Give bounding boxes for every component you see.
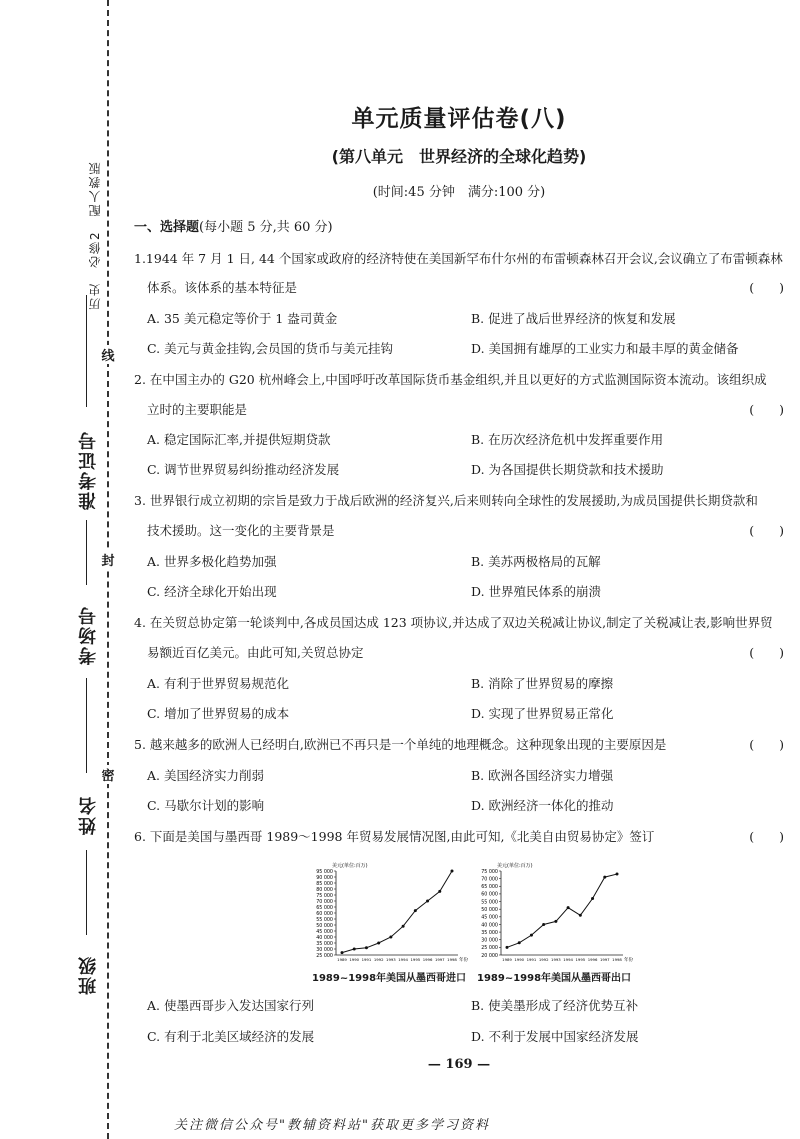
page-title: 单元质量评估卷(八)	[351, 106, 567, 132]
field-room: 考场号	[78, 605, 99, 665]
export-ytick-label: 55 000	[481, 900, 498, 906]
q4-option-b[interactable]: B. 消除了世界贸易的摩擦	[471, 676, 614, 691]
q2-option-c[interactable]: C. 调节世界贸易纠纷推动经济发展	[147, 462, 340, 477]
export-ytick-label: 70 000	[481, 877, 498, 883]
q6-option-d[interactable]: D. 不利于发展中国家经济发展	[471, 1029, 639, 1044]
export-data-point	[579, 914, 582, 917]
import-ytick-label: 50 000	[316, 923, 333, 929]
section-note: (每小题 5 分,共 60 分)	[199, 220, 333, 235]
q3-option-c[interactable]: C. 经济全球化开始出现	[147, 584, 277, 599]
answer-bracket-2[interactable]: ( )	[749, 402, 784, 417]
import-xtick-label: 1994	[398, 957, 408, 962]
import-xlabel: 年份	[459, 958, 468, 963]
export-ytick-label: 65 000	[481, 885, 498, 891]
import-ytick-label: 90 000	[316, 875, 333, 881]
q5-option-c[interactable]: C. 马歇尔计划的影响	[147, 798, 265, 813]
import-data-point	[426, 900, 429, 903]
import-data-point	[341, 951, 344, 954]
seal-seal: 封	[100, 550, 116, 569]
import-xtick-label: 1995	[410, 957, 421, 962]
q4-option-c[interactable]: C. 增加了世界贸易的成本	[147, 706, 290, 721]
export-ytick-label: 40 000	[481, 923, 498, 929]
import-xtick-label: 1993	[386, 957, 396, 962]
export-data-point	[616, 873, 619, 876]
export-ylabel: 美元(单位:百万)	[497, 863, 533, 869]
q2-option-a[interactable]: A. 稳定国际汇率,并提供短期贷款	[147, 432, 331, 447]
q5-option-d[interactable]: D. 欧洲经济一体化的推动	[471, 798, 614, 813]
import-ytick-label: 65 000	[316, 905, 333, 911]
page-subtitle: (第八单元 世界经济的全球化趋势)	[331, 147, 587, 166]
import-data-point	[365, 946, 368, 949]
q5-option-a[interactable]: A. 美国经济实力削弱	[147, 768, 264, 783]
import-ylabel: 美元(单位:百万)	[332, 863, 368, 869]
import-ytick-label: 55 000	[316, 917, 333, 923]
subject-label: 历史 必修2 配人教版	[88, 160, 102, 310]
export-data-point	[567, 906, 570, 909]
q1-option-b[interactable]: B. 促进了战后世界经济的恢复和发展	[471, 311, 676, 326]
import-chart	[306, 857, 471, 972]
export-ytick-label: 75 000	[481, 869, 498, 875]
export-data-point	[518, 941, 521, 944]
export-xtick-label: 1990	[514, 957, 525, 962]
answer-bracket-3[interactable]: ( )	[749, 523, 784, 538]
import-data-point	[438, 890, 441, 893]
import-data-point	[389, 936, 392, 939]
export-xtick-label: 1995	[575, 957, 586, 962]
export-xtick-label: 1989	[502, 957, 512, 962]
import-xtick-label: 1997	[434, 957, 445, 962]
import-ytick-label: 70 000	[316, 899, 333, 905]
q3-option-b[interactable]: B. 美苏两极格局的瓦解	[471, 554, 601, 569]
import-data-point	[451, 870, 454, 873]
q1-option-d[interactable]: D. 美国拥有雄厚的工业实力和最丰厚的黄金储备	[471, 341, 739, 356]
question-2-line-1: 2. 在中国主办的 G20 杭州峰会上,中国呼吁改革国际货币基金组织,并且以更好的方式监测国际资本流动。该组织成	[134, 372, 767, 387]
section-heading	[134, 216, 333, 235]
export-xlabel: 年份	[624, 958, 633, 963]
import-ytick-label: 35 000	[316, 941, 333, 947]
import-ytick-label: 40 000	[316, 935, 333, 941]
q4-option-a[interactable]: A. 有利于世界贸易规范化	[147, 676, 289, 691]
export-ytick-label: 60 000	[481, 892, 498, 898]
q2-option-d[interactable]: D. 为各国提供长期贷款和技术援助	[471, 462, 664, 477]
q4-option-d[interactable]: D. 实现了世界贸易正常化	[471, 706, 614, 721]
question-2-line-2: 立时的主要职能是	[147, 402, 248, 417]
section-title: 一、选择题	[134, 220, 200, 235]
export-ytick-label: 20 000	[481, 953, 498, 959]
import-ytick-label: 45 000	[316, 929, 333, 935]
question-3-line-1: 3. 世界银行成立初期的宗旨是致力于战后欧洲的经济复兴,后来则转向全球性的发展援助,为成员国提供长期贷款和	[134, 493, 758, 508]
import-ytick-label: 75 000	[316, 893, 333, 899]
export-xtick-label: 1998	[612, 957, 622, 962]
export-xtick-label: 1994	[563, 957, 573, 962]
export-chart-caption: 1989~1998年美国从墨西哥出口	[477, 973, 632, 984]
export-ytick-label: 50 000	[481, 907, 498, 913]
import-chart-caption: 1989~1998年美国从墨西哥进口	[312, 973, 467, 984]
question-6-line-1: 6. 下面是美国与墨西哥 1989～1998 年贸易发展情况图,由此可知,《北美自由贸易协定》签订	[134, 829, 655, 844]
export-data-point	[591, 897, 594, 900]
q6-option-a[interactable]: A. 使墨西哥步入发达国家行列	[147, 998, 314, 1013]
import-xtick-label: 1989	[337, 957, 347, 962]
import-xtick-label: 1991	[361, 957, 372, 962]
question-4-line-2: 易额近百亿美元。由此可知,关贸总协定	[147, 645, 364, 660]
seal-line: 线	[100, 345, 116, 364]
q3-option-a[interactable]: A. 世界多极化趋势加强	[147, 554, 277, 569]
import-ytick-label: 95 000	[316, 869, 333, 875]
field-class: 班级	[78, 955, 99, 995]
import-xtick-label: 1996	[422, 957, 433, 962]
export-ytick-label: 35 000	[481, 930, 498, 936]
export-xtick-label: 1997	[599, 957, 610, 962]
import-data-point	[353, 948, 356, 951]
export-ytick-label: 25 000	[481, 946, 498, 952]
import-xtick-label: 1990	[349, 957, 360, 962]
q6-option-b[interactable]: B. 使美墨形成了经济优势互补	[471, 998, 639, 1013]
field-name-line	[86, 678, 87, 773]
export-data-point	[506, 946, 509, 949]
import-ytick-label: 30 000	[316, 947, 333, 953]
export-xtick-label: 1996	[587, 957, 598, 962]
q1-option-a[interactable]: A. 35 美元稳定等价于 1 盎司黄金	[147, 311, 338, 326]
question-1-line-1: 1.1944 年 7 月 1 日, 44 个国家或政府的经济特使在美国新罕布什尔州的布雷顿森林召开会议,会议确立了布雷顿森林	[134, 251, 783, 266]
field-room-line	[86, 520, 87, 585]
q1-option-c[interactable]: C. 美元与黄金挂钩,会员国的货币与美元挂钩	[147, 341, 394, 356]
answer-bracket-4[interactable]: ( )	[749, 645, 784, 660]
export-data-point	[530, 934, 533, 937]
binding-margin	[0, 0, 120, 1139]
export-xtick-label: 1991	[526, 957, 537, 962]
import-data-point	[414, 909, 417, 912]
seal-secret: 密	[100, 765, 116, 784]
question-5-line-1: 5. 越来越多的欧洲人已经明白,欧洲已不再只是一个单纯的地理概念。这种现象出现的主要原因是	[134, 737, 667, 752]
answer-bracket-6[interactable]: ( )	[749, 829, 784, 844]
export-xtick-label: 1993	[551, 957, 561, 962]
field-exam-id: 准考证号	[78, 430, 99, 510]
export-chart	[471, 857, 636, 972]
field-class-line	[86, 850, 87, 935]
q6-option-c[interactable]: C. 有利于北美区域经济的发展	[147, 1029, 315, 1044]
question-4-line-1: 4. 在关贸总协定第一轮谈判中,各成员国达成 123 项协议,并达成了双边关税减让协议,制定了关税减让表,影响世界贸	[134, 615, 773, 630]
import-xtick-label: 1992	[373, 957, 384, 962]
field-exam-id-line	[86, 295, 87, 407]
answer-bracket-5[interactable]: ( )	[749, 737, 784, 752]
question-3-line-2: 技术援助。这一变化的主要背景是	[147, 523, 335, 538]
page-number: — 169 —	[427, 1057, 491, 1072]
answer-bracket-1[interactable]: ( )	[749, 280, 784, 295]
export-data-point	[542, 923, 545, 926]
export-data-point	[603, 876, 606, 879]
question-1-line-2: 体系。该体系的基本特征是	[147, 280, 298, 295]
export-data-point	[554, 920, 557, 923]
export-ytick-label: 30 000	[481, 938, 498, 944]
import-data-point	[402, 925, 405, 928]
import-data-point	[377, 942, 380, 945]
export-series-line	[507, 874, 617, 947]
field-name: 姓名	[78, 795, 99, 835]
import-xtick-label: 1998	[447, 957, 457, 962]
import-ytick-label: 25 000	[316, 953, 333, 959]
cut-line	[107, 0, 109, 1139]
q3-option-d[interactable]: D. 世界殖民体系的崩溃	[471, 584, 602, 599]
import-ytick-label: 80 000	[316, 887, 333, 893]
import-series-line	[342, 871, 452, 953]
footer-note: 关注微信公众号"教辅资料站"获取更多学习资料	[174, 1118, 490, 1133]
export-ytick-label: 45 000	[481, 915, 498, 921]
q5-option-b[interactable]: B. 欧洲各国经济实力增强	[471, 768, 614, 783]
time-info: (时间:45 分钟 满分:100 分)	[372, 185, 546, 200]
import-ytick-label: 60 000	[316, 911, 333, 917]
import-ytick-label: 85 000	[316, 881, 333, 887]
export-xtick-label: 1992	[538, 957, 549, 962]
q2-option-b[interactable]: B. 在历次经济危机中发挥重要作用	[471, 432, 664, 447]
